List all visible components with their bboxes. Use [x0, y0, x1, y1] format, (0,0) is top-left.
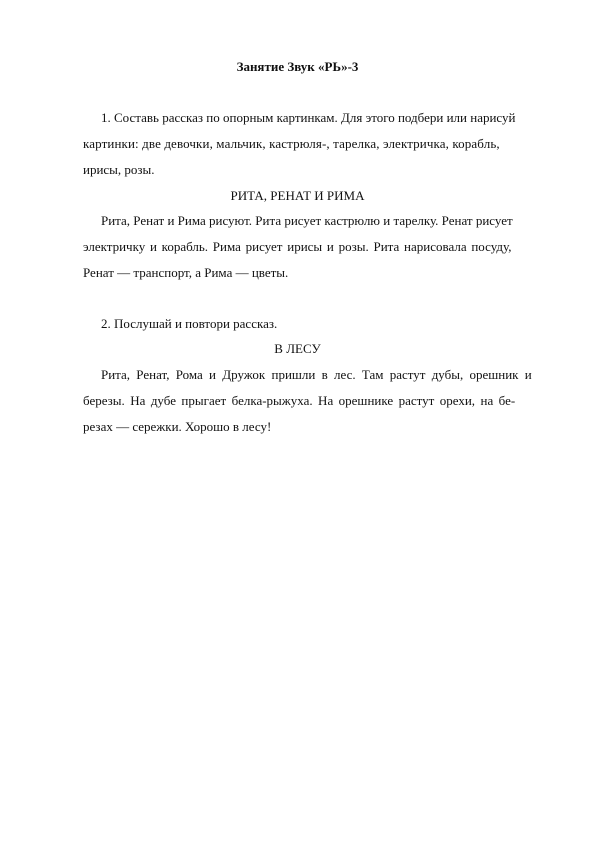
exercise-1-line-3: ирисы, розы. [83, 162, 155, 177]
story-1-line-3: Ренат — транспорт, а Рима — цветы. [83, 265, 289, 280]
page-title: Занятие Звук «РЬ»-3 [236, 59, 359, 74]
exercise-1-line-1: 1. Составь рассказ по опорным картинкам. Для этого подбери или нарисуй [101, 110, 516, 125]
story-1-line-1: Рита, Ренат и Рима рисуют. Рита рисует кастрюлю и тарелку. Ренат рисует [101, 213, 513, 228]
story-1-heading: РИТА, РЕНАТ И РИМА [230, 188, 365, 203]
story-2-text [83, 362, 532, 440]
story-2-line-3: резах — сережки. Хорошо в лесу! [83, 419, 272, 434]
exercise-1-line-2: картинки: две девочки, мальчик, кастрюля-, тарелка, электричка, корабль, [83, 136, 500, 151]
story-2-line-1: Рита, Ренат, Рома и Дружок пришли в лес. Там растут дубы, орешник и [101, 367, 532, 382]
exercise-2-line-1: 2. Послушай и повтори рассказ. [101, 316, 278, 331]
story-1-text [83, 208, 513, 286]
story-2-heading: В ЛЕСУ [274, 341, 321, 356]
exercise-1 [83, 105, 516, 183]
story-2-line-2: березы. На дубе прыгает белка-рыжуха. На орешнике растут орехи, на бе- [83, 393, 516, 408]
story-1-line-2: электричку и корабль. Рима рисует ирисы и розы. Рита нарисовала посуду, [83, 239, 512, 254]
exercise-2 [83, 311, 513, 337]
